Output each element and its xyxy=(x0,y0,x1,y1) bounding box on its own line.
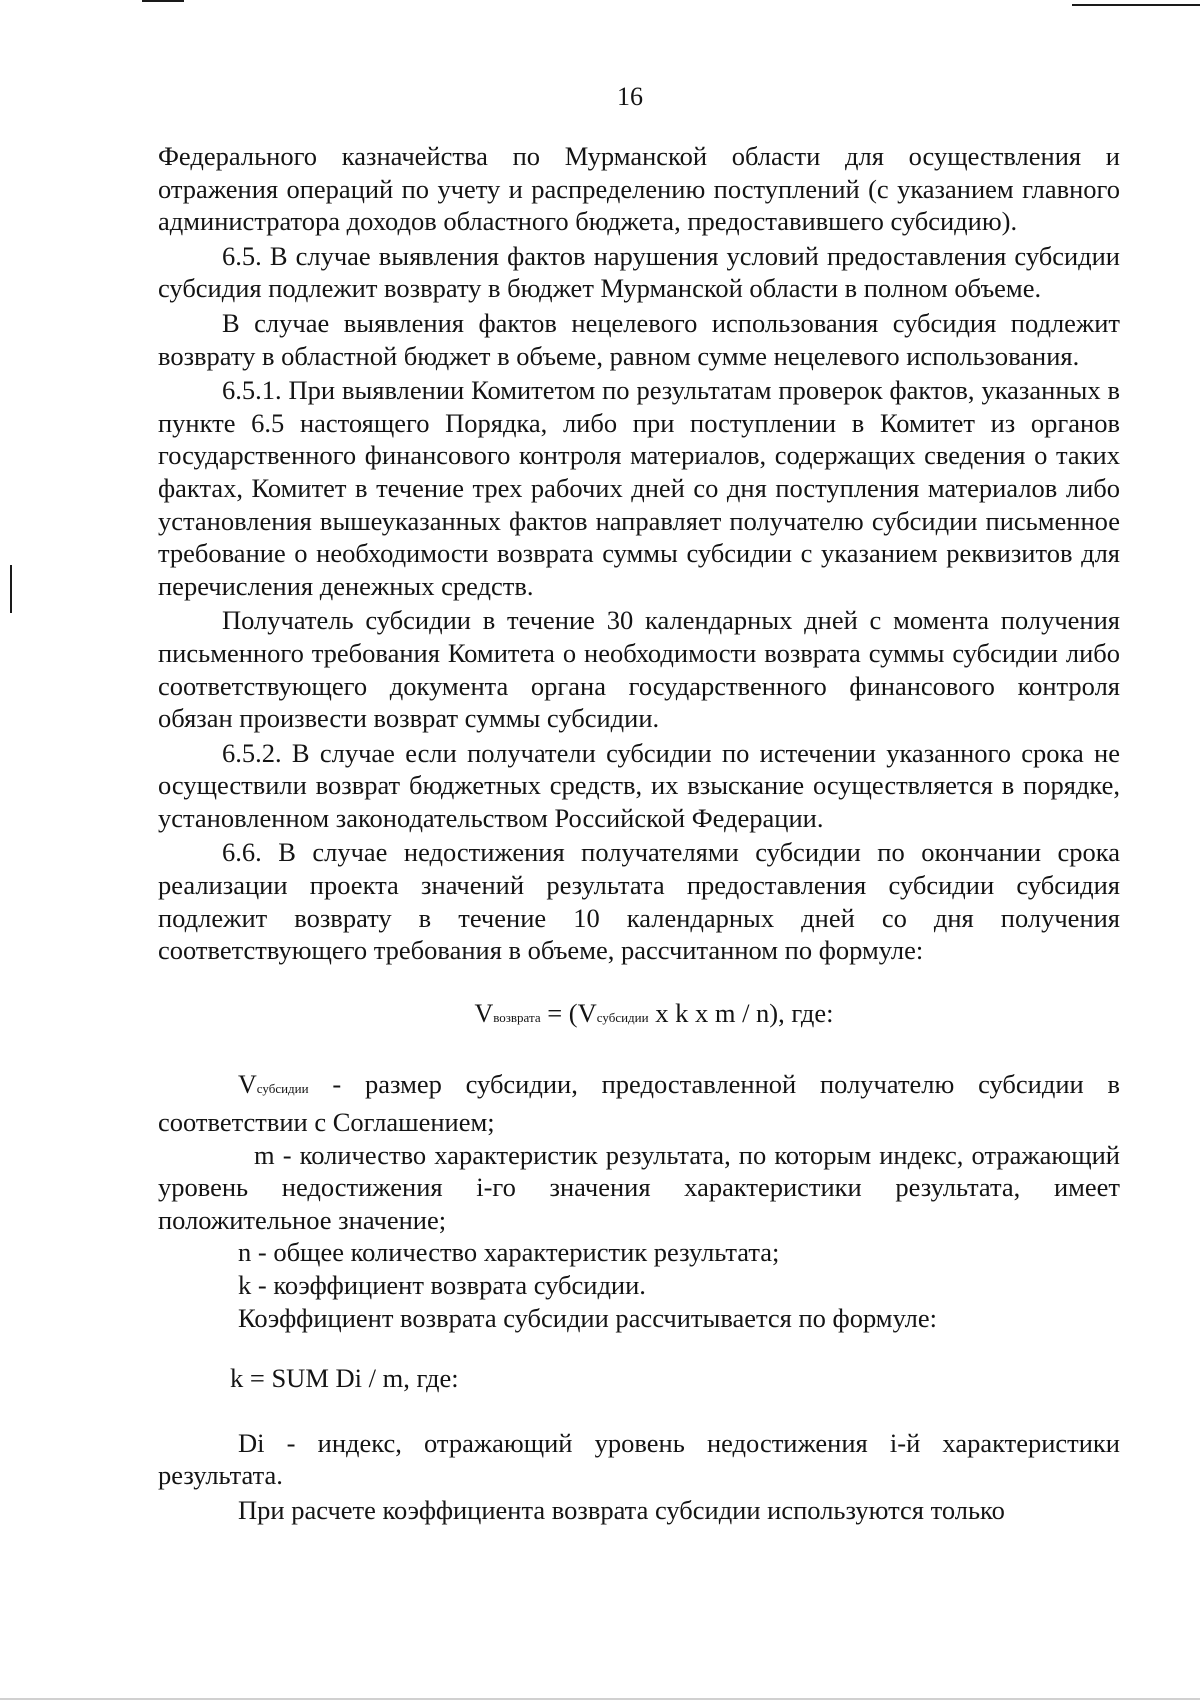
definition-v-subsidy: Vсубсидии - размер субсидии, предоставленной получателю субсидии в соответствии с Соглашением; xyxy=(158,1069,1120,1138)
definition-di: Di - индекс, отражающий уровень недостижения i-й характеристики результата. xyxy=(158,1427,1120,1491)
scan-edge-bottom xyxy=(0,1698,1200,1700)
page-number: 16 xyxy=(617,82,643,111)
scan-edge-top-right xyxy=(1072,4,1200,6)
formula-return-volume: Vвозврата = (Vсубсидии x k x m / n), где: xyxy=(474,997,834,1028)
scan-edge-top-left xyxy=(142,0,184,2)
formula-coefficient: k = SUM Di / m, где: xyxy=(230,1363,459,1394)
paragraph-6-5-1: 6.5.1. При выявлении Комитетом по результатам проверок фактов, указанных в пункте 6.5 настоящего Порядка, либо при поступлении в Комитет из органов государственного финансового контроля материалов, содержащих сведения о таких фактах, Комитет в течение трех рабочих дней со дня поступления материалов либо установления вышеуказанных фактов направляет получателю субсидии письменное требование о необходимости возврата суммы субсидии с указанием реквизитов для перечисления денежных средств. xyxy=(158,375,1120,601)
coefficient-intro: Коэффициент возврата субсидии рассчитывается по формуле: xyxy=(238,1302,938,1333)
paragraph-continuation: Федерального казначейства по Мурманской области для осуществления и отражения операций по учету и распределению поступлений (с указанием главного администратора доходов областного бюджета, предоставившего субсидию). xyxy=(158,141,1120,237)
paragraph-6-5: 6.5. В случае выявления фактов нарушения условий предоставления субсидии субсидия подлежит возврату в бюджет Мурманской области в полном объеме. xyxy=(158,240,1120,304)
paragraph-recipient-return: Получатель субсидии в течение 30 календарных дней с момента получения письменного требования Комитета о необходимости возврата суммы субсидии либо соответствующего документа органа государственного финансового контроля обязан произвести возврат суммы субсидии. xyxy=(158,605,1120,734)
paragraph-6-5-2: 6.5.2. В случае если получатели субсидии по истечении указанного срока не осуществили возврат бюджетных средств, их взыскание осуществляется в порядке, установленном законодательством Российской Федерации. xyxy=(158,737,1120,833)
definition-k: k - коэффициент возврата субсидии. xyxy=(238,1270,646,1300)
definition-n: n - общее количество характеристик результата; xyxy=(238,1237,780,1268)
paragraph-last-line: При расчете коэффициента возврата субсидии используются только xyxy=(238,1494,1005,1525)
paragraph-misuse: В случае выявления фактов нецелевого использования субсидия подлежит возврату в областной бюджет в объеме, равном сумме нецелевого использования. xyxy=(158,307,1120,371)
definition-m: m - количество характеристик результата, по которым индекс, отражающий уровень недостижения i-го значения характеристики результата, имеет положительное значение; xyxy=(158,1139,1120,1235)
scan-edge-left-mark xyxy=(10,565,12,613)
paragraph-6-6: 6.6. В случае недостижения получателями субсидии по окончании срока реализации проекта значений результата предоставления субсидии субсидия подлежит возврату в течение 10 календарных дней со дня получения соответствующего требования в объеме, рассчитанном по формуле: xyxy=(158,837,1120,966)
document-body xyxy=(158,140,1120,1527)
